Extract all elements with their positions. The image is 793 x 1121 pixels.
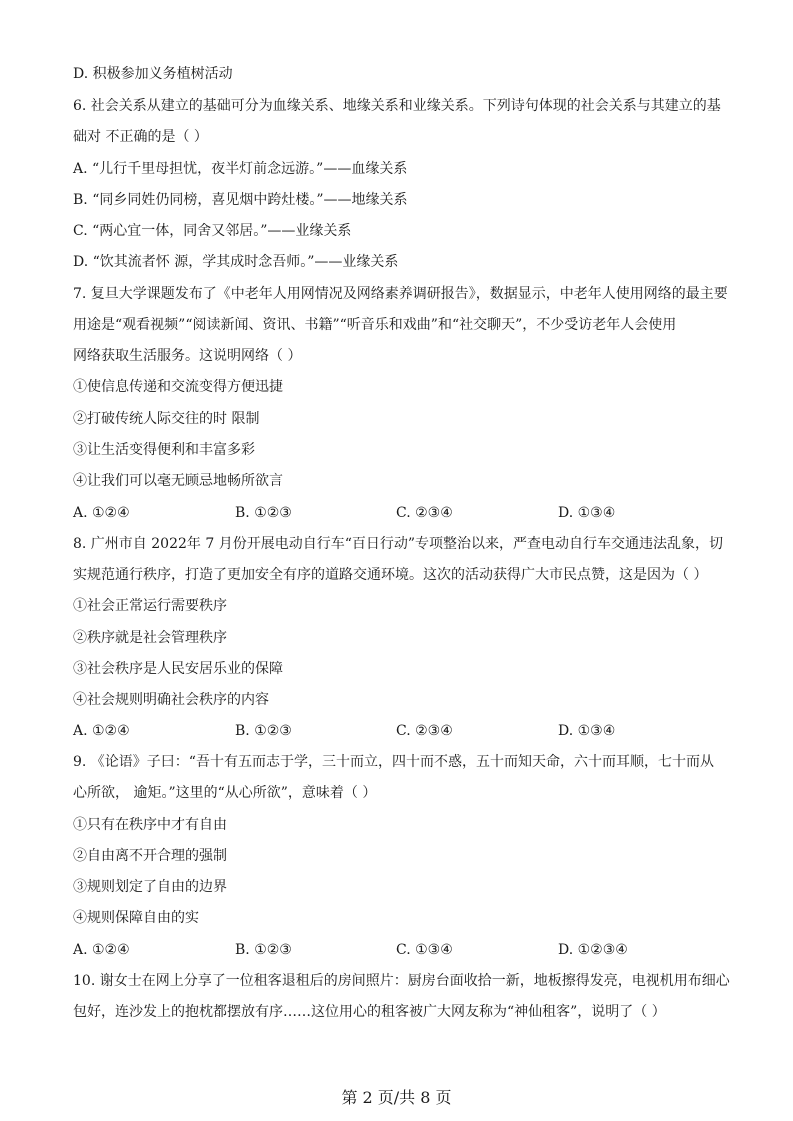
q8-stem-line-2: 实规范通行秩序，打造了更加安全有序的道路交通环境。这次的活动获得广大市民点赞，这是因为（ ） [73,567,708,583]
q6-option-c: C. “两心宜一体，同舍又邻居。”——业缘关系 [73,223,352,239]
q7-statement-1: ①使信息传递和交流变得方便迅捷 [73,379,283,395]
q8-statement-2: ②秩序就是社会管理秩序 [73,630,227,646]
q9-choice-c: C. ①③④ [396,942,453,958]
q7-stem-line-3: 网络获取生活服务。这说明网络（ ） [73,348,302,364]
q8-choice-a: A. ①②④ [73,723,130,739]
q6-stem-line-1: 6. 社会关系从建立的基础可分为血缘关系、地缘关系和业缘关系。下列诗句体现的社会关系与其建立的基 [73,98,721,114]
q7-statement-4: ④让我们可以毫无顾忌地畅所欲言 [73,473,283,489]
q7-statement-3: ③让生活变得便利和丰富多彩 [73,442,255,458]
q7-choice-c: C. ②③④ [396,505,453,521]
q8-stem-line-1: 8. 广州市自 2022年 7 月份开展电动自行车“百日行动”专项整治以来，严查电动自行车交通违法乱象，切 [73,536,724,552]
q7-stem-line-1: 7. 复旦大学课题发布了《中老年人用网情况及网络素养调研报告》，数据显示，中老年人使用网络的最主要 [73,286,728,302]
q8-choices [73,721,733,741]
q5-option-d: D. 积极参加义务植树活动 [73,66,233,82]
q9-choices [73,940,733,960]
q8-choice-d: D. ①③④ [558,723,616,739]
q8-choice-b: B. ①②③ [235,723,292,739]
q7-statement-2: ②打破传统人际交往的时 限制 [73,411,260,427]
q8-statement-1: ①社会正常运行需要秩序 [73,598,227,614]
q10-stem-line-1: 10. 谢女士在网上分享了一位租客退租后的房间照片：厨房台面收拾一新，地板擦得发亮，电视机用布细心 [73,973,730,989]
q6-stem-line-2: 础对 不正确的是（ ） [73,129,208,145]
q7-choice-d: D. ①③④ [558,505,616,521]
q9-statement-2: ②自由离不开合理的强制 [73,848,227,864]
q8-statement-4: ④社会规则明确社会秩序的内容 [73,692,269,708]
q7-choices [73,503,733,523]
q9-statement-3: ③规则划定了自由的边界 [73,879,227,895]
q9-statement-4: ④规则保障自由的实 [73,910,199,926]
q6-option-b: B. “同乡同姓仍同榜，喜见烟中跨灶楼。”——地缘关系 [73,192,408,208]
q10-stem-line-2: 包好，连沙发上的抱枕都摆放有序……这位用心的租客被广大网友称为“神仙租客”，说明了（ ） [73,1004,666,1020]
q7-choice-b: B. ①②③ [235,505,292,521]
page-number-footer: 第 2 页/共 8 页 [341,1088,452,1107]
q9-stem-line-2: 心所欲， 逾矩。”这里的“从心所欲”，意味着（ ） [73,785,377,801]
q8-statement-3: ③社会秩序是人民安居乐业的保障 [73,661,283,677]
q6-option-d: D. “饮其流者怀 源，学其成时念吾师。”——业缘关系 [73,254,399,270]
q9-choice-a: A. ①②④ [73,942,130,958]
q9-choice-b: B. ①②③ [235,942,292,958]
q7-choice-a: A. ①②④ [73,505,130,521]
q6-option-a: A. “儿行千里母担忧，夜半灯前念远游。”——血缘关系 [73,161,408,177]
q9-stem-line-1: 9. 《论语》子曰：“吾十有五而志于学，三十而立，四十而不惑，五十而知天命，六十而耳顺，七十而从 [73,754,714,770]
q9-statement-1: ①只有在秩序中才有自由 [73,817,227,833]
q8-choice-c: C. ②③④ [396,723,453,739]
q9-choice-d: D. ①②③④ [558,942,628,958]
q7-stem-line-2: 用途是“观看视频”“阅读新闻、资讯、书籍”“听音乐和戏曲”和“社交聊天”，不少受访老年人会使用 [73,317,677,333]
